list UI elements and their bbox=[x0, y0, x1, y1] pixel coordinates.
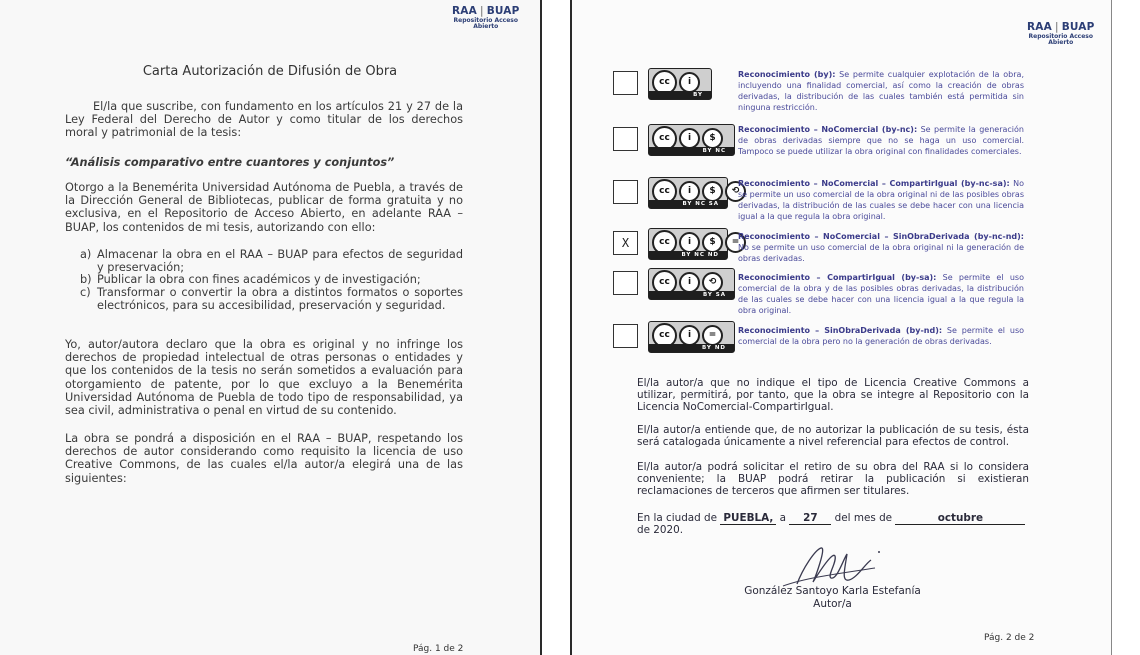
intro-paragraph: El/la que suscribe, con fundamento en los artículos 21 y 27 de la Ley Federal del Derecho de Autor y como titular de los derechos moral y patrimonial de la tesis: bbox=[65, 100, 463, 140]
license-checkbox[interactable] bbox=[613, 271, 638, 295]
license-name: Reconocimiento – SinObraDerivada (by-nd): bbox=[738, 326, 943, 335]
cc-icon: cc bbox=[652, 230, 677, 255]
cc-license-badge bbox=[648, 268, 735, 300]
license-desc-text: No se permite un uso comercial de la obra original ni de las posibles obras derivadas, la distribución de las cuales se debe hacer con una licencia igual a la que regula la obra original. bbox=[738, 179, 1024, 222]
license-checkbox[interactable] bbox=[613, 324, 638, 348]
sharealike-icon: ⟲ bbox=[725, 181, 746, 202]
page-number: Pág. 1 de 2 bbox=[413, 644, 464, 654]
cc-license-badge bbox=[648, 124, 735, 156]
list-marker: b) bbox=[80, 273, 92, 286]
month-prefix: del mes de bbox=[834, 512, 893, 524]
noncommercial-icon: $ bbox=[702, 181, 723, 202]
attribution-icon: i bbox=[679, 128, 700, 149]
attribution-icon: i bbox=[679, 325, 700, 346]
attribution-icon: i bbox=[679, 72, 700, 93]
license-name: Reconocimiento – NoComercial (by-nc): bbox=[738, 125, 918, 134]
license-checkbox[interactable]: X bbox=[613, 231, 638, 255]
cc-icon: cc bbox=[652, 270, 677, 295]
cc-icon: cc bbox=[652, 323, 677, 348]
day-prefix: a bbox=[779, 512, 787, 524]
license-name: Reconocimiento – CompartirIgual (by-sa): bbox=[738, 273, 937, 282]
logo-buap-text: BUAP bbox=[486, 5, 520, 17]
license-badge-label: BY bbox=[649, 91, 711, 99]
city-field: PUEBLA, bbox=[720, 512, 776, 525]
author-signature bbox=[775, 538, 885, 592]
license-desc-text: No se permite un uso comercial de la obra original ni la generación de obras derivadas. bbox=[738, 243, 1024, 264]
cc-license-badge bbox=[648, 228, 740, 260]
list-marker: a) bbox=[80, 248, 92, 261]
logo-subtitle: Repositorio Acceso bbox=[1028, 32, 1093, 40]
list-item: Transformar o convertir la obra a distintos formatos o soportes electrónicos, para su accesibilidad, preservación y seguridad. bbox=[97, 286, 463, 313]
license-name: Reconocimiento – NoComercial – SinObraDerivada (by-nc-nd): bbox=[738, 232, 1024, 241]
thesis-title: “Análisis comparativo entre cuantores y conjuntos” bbox=[65, 156, 395, 169]
license-desc-text: Se permite el uso comercial de la obra pero no la generación de obras derivadas. bbox=[738, 326, 1024, 347]
declaration-paragraph: Yo, autor/autora declaro que la obra es original y no infringe los derechos de propiedad intelectual de otras personas o entidades y que los contenidos de la tesis no serán sometidos a evaluación para otorgamiento de patente, por lo que excluyo a la Benemérita Universidad Autónoma de Puebla de todo tipo de responsabilidad, ya sea civil, administrativa o penal en virtud de su contenido. bbox=[65, 338, 463, 418]
license-checkbox[interactable] bbox=[613, 71, 638, 95]
license-desc-text: Se permite la generación de obras derivadas siempre que no se haga un uso comercial. Tampoco se puede utilizar la obra original con finalidades comerciales. bbox=[738, 125, 1024, 157]
cc-icon: cc bbox=[652, 126, 677, 151]
cc-icon: cc bbox=[652, 179, 677, 204]
list-marker: c) bbox=[80, 286, 91, 299]
logo-raa-text: RAA bbox=[1027, 21, 1052, 33]
license-description bbox=[738, 69, 1024, 113]
no-authorization-paragraph: El/la autor/a entiende que, de no autorizar la publicación de su tesis, ésta será catalogada únicamente a nivel referencial para efectos de control. bbox=[637, 424, 1029, 448]
license-checkbox[interactable] bbox=[613, 127, 638, 151]
list-item: Almacenar la obra en el RAA – BUAP para efectos de seguridad y preservación; bbox=[97, 248, 463, 275]
license-name: Reconocimiento – NoComercial – CompartirIgual (by-nc-sa): bbox=[738, 179, 1010, 188]
cc-license-badge bbox=[648, 177, 740, 209]
document-page-1 bbox=[0, 0, 542, 655]
month-field: octubre bbox=[895, 512, 1025, 525]
grant-paragraph: Otorgo a la Benemérita Universidad Autónoma de Puebla, a través de la Dirección General de Bibliotecas, publicar de forma gratuita y no exclusiva, en el Repositorio de Acceso Abierto, en adelante RAA – BUAP, los contenidos de mi tesis, autorizando con ello: bbox=[65, 181, 463, 234]
logo-subtitle-2: Abierto bbox=[473, 22, 499, 30]
page-number: Pág. 2 de 2 bbox=[984, 633, 1035, 643]
attribution-icon: i bbox=[679, 232, 700, 253]
page-margin bbox=[1112, 0, 1140, 655]
logo-buap-text: BUAP bbox=[1061, 21, 1095, 33]
cc-license-badge bbox=[648, 321, 735, 353]
sharealike-icon: ⟲ bbox=[702, 272, 723, 293]
attribution-icon: i bbox=[679, 272, 700, 293]
default-license-paragraph: El/la autor/a que no indique el tipo de Licencia Creative Commons a utilizar, permitirá, por tanto, que la obra se integre al Repositorio con la Licencia NoComercial-CompartirIgual. bbox=[637, 377, 1029, 413]
license-description bbox=[738, 124, 1024, 157]
license-badge-label: BY SA bbox=[649, 291, 734, 299]
license-checkbox[interactable] bbox=[613, 180, 638, 204]
noncommercial-icon: $ bbox=[702, 128, 723, 149]
list-item: Publicar la obra con fines académicos y de investigación; bbox=[97, 273, 421, 286]
license-badge-label: BY ND bbox=[649, 344, 734, 352]
place-prefix: En la ciudad de bbox=[637, 512, 718, 524]
cc-icon: cc bbox=[652, 70, 677, 95]
logo-subtitle-2: Abierto bbox=[1048, 38, 1074, 46]
license-description bbox=[738, 231, 1024, 264]
license-desc-text: Se permite el uso comercial de la obra y de las posibles obras derivadas, la distribución de las cuales se debe hacer con una licencia igual a la que regula la obra original. bbox=[738, 273, 1024, 316]
day-field: 27 bbox=[789, 512, 831, 525]
page-title: Carta Autorización de Difusión de Obra bbox=[142, 64, 398, 79]
license-name: Reconocimiento (by): bbox=[738, 70, 836, 79]
logo-raa-text: RAA bbox=[452, 5, 477, 17]
license-description bbox=[738, 272, 1024, 316]
noncommercial-icon: $ bbox=[702, 232, 723, 253]
logo-subtitle: Repositorio Acceso bbox=[453, 16, 518, 24]
license-badge-label: BY NC bbox=[649, 147, 734, 155]
signer-role: Autor/a bbox=[813, 598, 852, 610]
license-description bbox=[738, 178, 1024, 222]
license-badge-label: BY NC ND bbox=[649, 251, 727, 259]
page-gap bbox=[542, 0, 570, 655]
license-desc-text: Se permite cualquier explotación de la obra, incluyendo una finalidad comercial, así como la creación de obras derivadas, la distribución de las cuales también está permitida sin ninguna restricción. bbox=[738, 70, 1024, 113]
year-line: de 2020. bbox=[637, 524, 684, 536]
license-badge-label: BY NC SA bbox=[649, 200, 727, 208]
cc-license-badge bbox=[648, 68, 712, 100]
license-description bbox=[738, 325, 1024, 347]
noderivatives-icon: = bbox=[725, 232, 746, 253]
license-intro-paragraph: La obra se pondrá a disposición en el RAA – BUAP, respetando los derechos de autor considerando como requisito la licencia de uso Creative Commons, de las cuales el/la autor/a elegirá una de las siguientes: bbox=[65, 432, 463, 485]
raa-buap-logo: RAA | BUAP Repositorio Acceso Abierto bbox=[452, 5, 520, 30]
signer-name: González Santoyo Karla Estefanía bbox=[744, 585, 921, 597]
attribution-icon: i bbox=[679, 181, 700, 202]
noderivatives-icon: = bbox=[702, 325, 723, 346]
withdrawal-paragraph: El/la autor/a podrá solicitar el retiro de su obra del RAA si lo considera conveniente; la BUAP podrá retirar la publicación si existieran reclamaciones de terceros que afirmen ser titulares. bbox=[637, 461, 1029, 497]
raa-buap-logo: RAA | BUAP Repositorio Acceso Abierto bbox=[1027, 21, 1095, 46]
